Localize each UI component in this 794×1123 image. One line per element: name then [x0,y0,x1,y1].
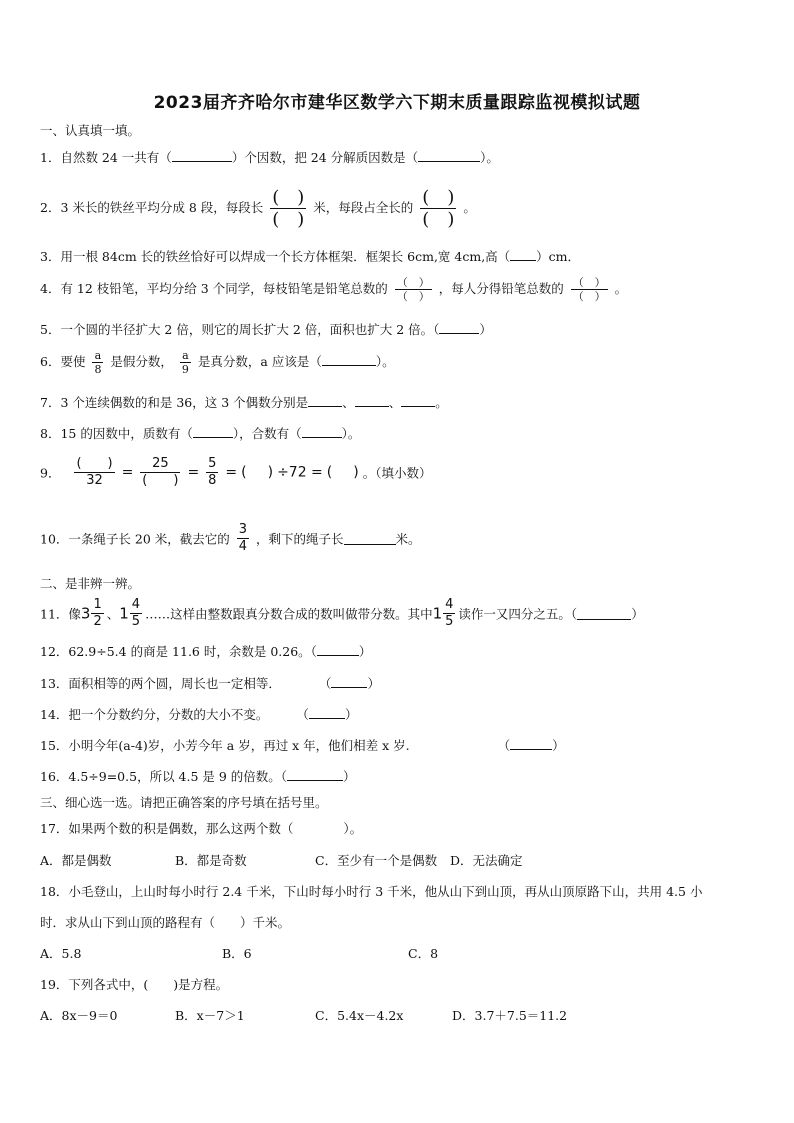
fraction-a-over-8: $\frac{a}{8}$ [94,349,102,376]
option-c[interactable]: C．8 [408,946,439,961]
answer-blank[interactable] [317,643,359,656]
mixed-fraction-1-4-5: $\frac{4}{5}$ [445,597,454,629]
question-19: 19．下列各式中，( )是方程。 [40,977,229,992]
answer-blank[interactable] [510,737,552,750]
option-a[interactable]: A．5.8 [40,946,82,961]
option-c[interactable]: C．5.4x－4.2x [315,1008,404,1023]
question-18-line-2: 时．求从山下到山顶的路程有（ ）千米。 [40,915,291,930]
page-title: 2023届齐齐哈尔市建华区数学六下期末质量跟踪监视模拟试题 [153,93,641,113]
fraction-3-over-4: $\frac{3}{4}$ [238,522,248,554]
question-5: 5．一个圆的半径扩大 2 倍，则它的周长扩大 2 倍，面积也扩大 2 倍。（ ） [40,322,492,337]
fraction-blank[interactable]: $\frac{( )}{( )}$ [422,187,455,230]
question-8: 8．15 的因数中，质数有（ ），合数有（ ）。 [40,426,361,441]
fraction-blank[interactable]: $\frac{( )}{( )}$ [396,276,430,303]
fraction-25-over-blank[interactable]: $\frac{25}{( )}$ [142,456,179,488]
question-3: 3．用一根 84cm 长的铁丝恰好可以焊成一个长方体框架．框架长 6cm,宽 4cm,高（ ）cm． [40,249,581,264]
question-11: 11．像3 $\frac{1}{2}$ 、1 $\frac{4}{5}$ ……这样由整数跟真分数合成的数叫做带分数。其中1 $\frac{4}{5}$ 读作一又四分之五。（ ） [40,597,644,629]
option-d[interactable]: D．无法确定 [450,853,523,868]
option-b[interactable]: B．x－7＞1 [175,1008,245,1023]
answer-blank[interactable] [331,675,367,688]
answer-blank[interactable] [418,149,480,162]
question-16: 16．4.5÷9=0.5，所以 4.5 是 9 的倍数。（ ） [40,769,356,784]
question-15: 15．小明今年(a-4)岁，小芳今年 a 岁，再过 x 年，他们相差 x 岁. （ ） [40,738,565,753]
option-d[interactable]: D．3.7＋7.5＝11.2 [452,1008,568,1023]
answer-blank[interactable] [302,425,342,438]
question-4: 4．有 12 枝铅笔，平均分给 3 个同学，每枝铅笔是铅笔总数的 $\frac{( )}{( )}$ ，每人分得铅笔总数的 $\frac{( )}{( )}$ 。 [40,276,628,303]
question-12: 12．62.9÷5.4 的商是 11.6 时，余数是 0.26。（ ） [40,644,372,659]
answer-blank[interactable]: ( ) [241,464,274,481]
fraction-blank[interactable]: $\frac{( )}{( )}$ [272,187,305,230]
answer-blank[interactable] [510,248,536,261]
answer-blank[interactable]: ( ) [326,464,359,481]
question-10: 10．一条绳子长 20 米，截去它的 $\frac{3}{4}$ ，剩下的绳子长 米。 [40,522,421,554]
fraction-5-over-8: $\frac{5}{8}$ [208,456,217,488]
question-9: 9． $\frac{( )}{32}$ = $\frac{25}{( )}$ = $\frac{5}{8}$ = ( ) ÷72 = ( ) 。（填小数） [40,456,432,488]
answer-blank[interactable] [322,353,376,366]
question-18-line-1: 18．小毛登山，上山时每小时行 2.4 千米，下山时每小时行 3 千米，他从山下到山顶，再从山顶原路下山，共用 4.5 小 [40,884,703,899]
fraction-blank-over-32[interactable]: $\frac{( )}{32}$ [76,456,113,488]
answer-blank[interactable] [355,394,389,407]
option-c[interactable]: C．至少有一个是偶数 [315,853,438,868]
fraction-blank[interactable]: $\frac{( )}{( )}$ [572,276,606,303]
question-17: 17．如果两个数的积是偶数，那么这两个数（ ）。 [40,821,363,836]
mixed-fraction-1-4-5: $\frac{4}{5}$ [131,597,141,629]
answer-blank[interactable] [193,425,233,438]
option-a[interactable]: A．都是偶数 [40,853,112,868]
section-3-heading: 三、细心选一选。请把正确答案的序号填在括号里。 [40,795,328,810]
option-b[interactable]: B．6 [222,946,252,961]
question-13: 13．面积相等的两个圆，周长也一定相等． （ ） [40,676,380,691]
answer-blank[interactable] [309,706,345,719]
answer-blank[interactable] [439,321,479,334]
option-a[interactable]: A．8x－9＝0 [40,1008,118,1023]
answer-blank[interactable] [401,394,435,407]
question-14: 14．把一个分数约分，分数的大小不变。 （ ） [40,707,358,722]
answer-blank[interactable] [577,607,631,620]
section-2-heading: 二、是非辨一辨。 [40,576,141,591]
answer-blank[interactable] [287,768,343,781]
question-6: 6．要使 $\frac{a}{8}$ 是假分数， $\frac{a}{9}$ 是真分数，a 应该是（ ）。 [40,349,395,376]
fraction-a-over-9: $\frac{a}{9}$ [181,349,189,376]
option-b[interactable]: B．都是奇数 [175,853,247,868]
question-2: 2．3 米长的铁丝平均分成 8 段，每段长 $\frac{( )}{( )}$ 米，每段占全长的 $\frac{( )}{( )}$ 。 [40,187,476,230]
answer-blank[interactable] [344,532,396,545]
answer-blank[interactable] [308,394,342,407]
section-1-heading: 一、认真填一填。 [40,123,141,138]
question-1: 1．自然数 24 一共有（ ）个因数，把 24 分解质因数是（ ）。 [40,150,499,165]
question-7: 7．3 个连续偶数的和是 36，这 3 个偶数分别是 、 、 。 [40,395,448,410]
mixed-fraction-3-1-2: $\frac{1}{2}$ [93,597,102,629]
answer-blank[interactable] [172,149,232,162]
